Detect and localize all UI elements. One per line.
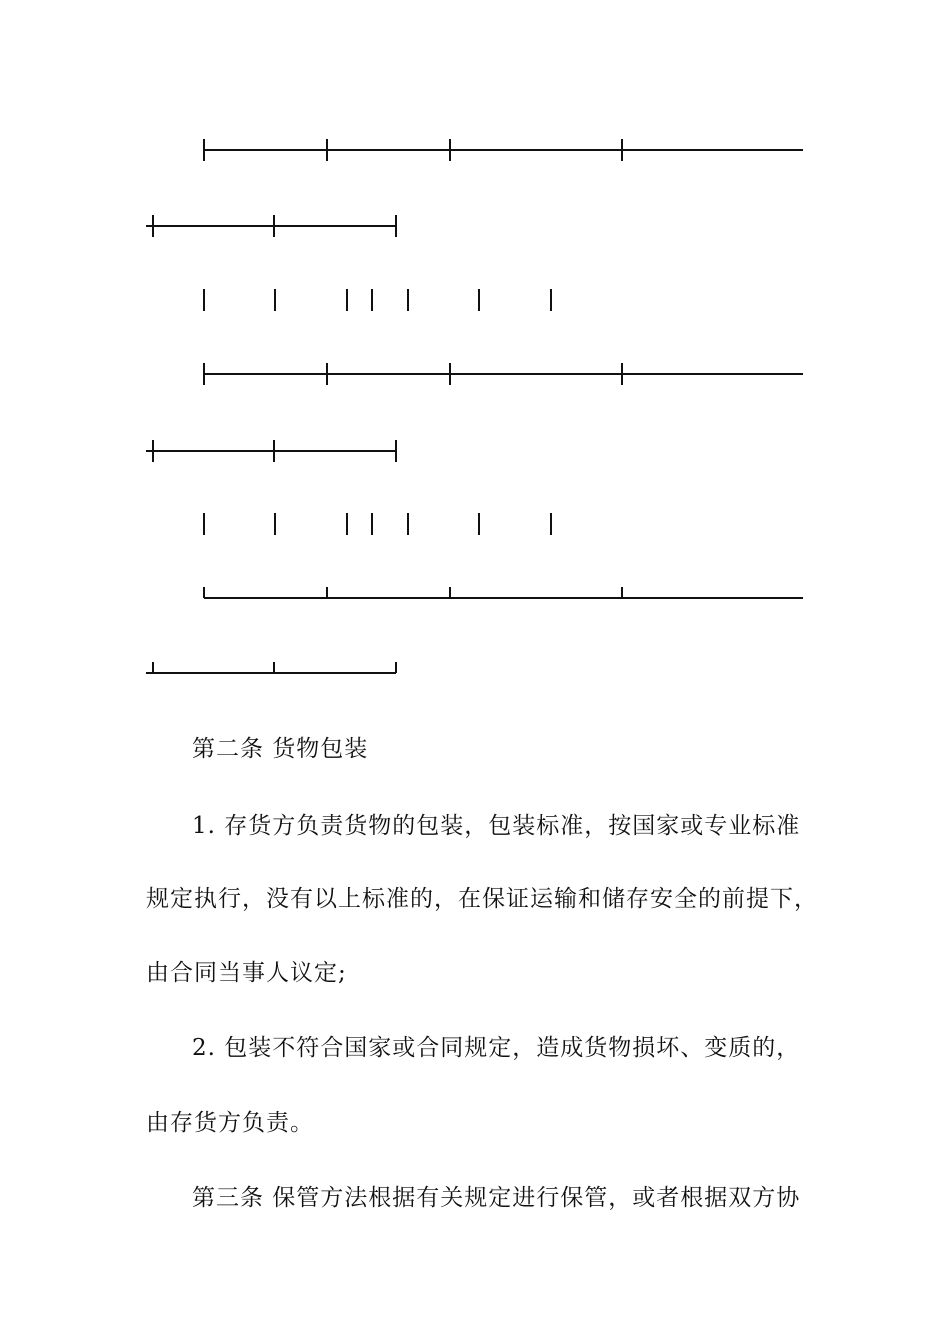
item-1-text-line-1: 1. 存货方负责货物的包装，包装标准，按国家或专业标准 [192, 813, 801, 839]
table-middle-divider [204, 363, 803, 385]
item-2-text-line-1: 2. 包装不符合国家或合同规定，造成货物损坏、变质的， [192, 1035, 801, 1061]
table-top-border-continued [146, 215, 396, 237]
table-bottom-border-continued [146, 662, 396, 673]
table-row-1-separators [204, 289, 551, 311]
table-middle-divider-continued [146, 440, 396, 462]
item-1-text-line-2: 规定执行，没有以上标准的，在保证运输和储存安全的前提下， [146, 886, 818, 912]
table-bottom-border [204, 587, 803, 598]
article-2-heading: 第二条 货物包装 [192, 736, 369, 762]
table-row-2-separators [204, 513, 551, 535]
item-1-text-line-3: 由合同当事人议定; [146, 960, 347, 986]
item-2-text-line-2: 由存货方负责。 [146, 1110, 314, 1136]
table-top-border [204, 139, 803, 161]
article-3-text-line-1: 第三条 保管方法根据有关规定进行保管，或者根据双方协 [192, 1185, 801, 1211]
